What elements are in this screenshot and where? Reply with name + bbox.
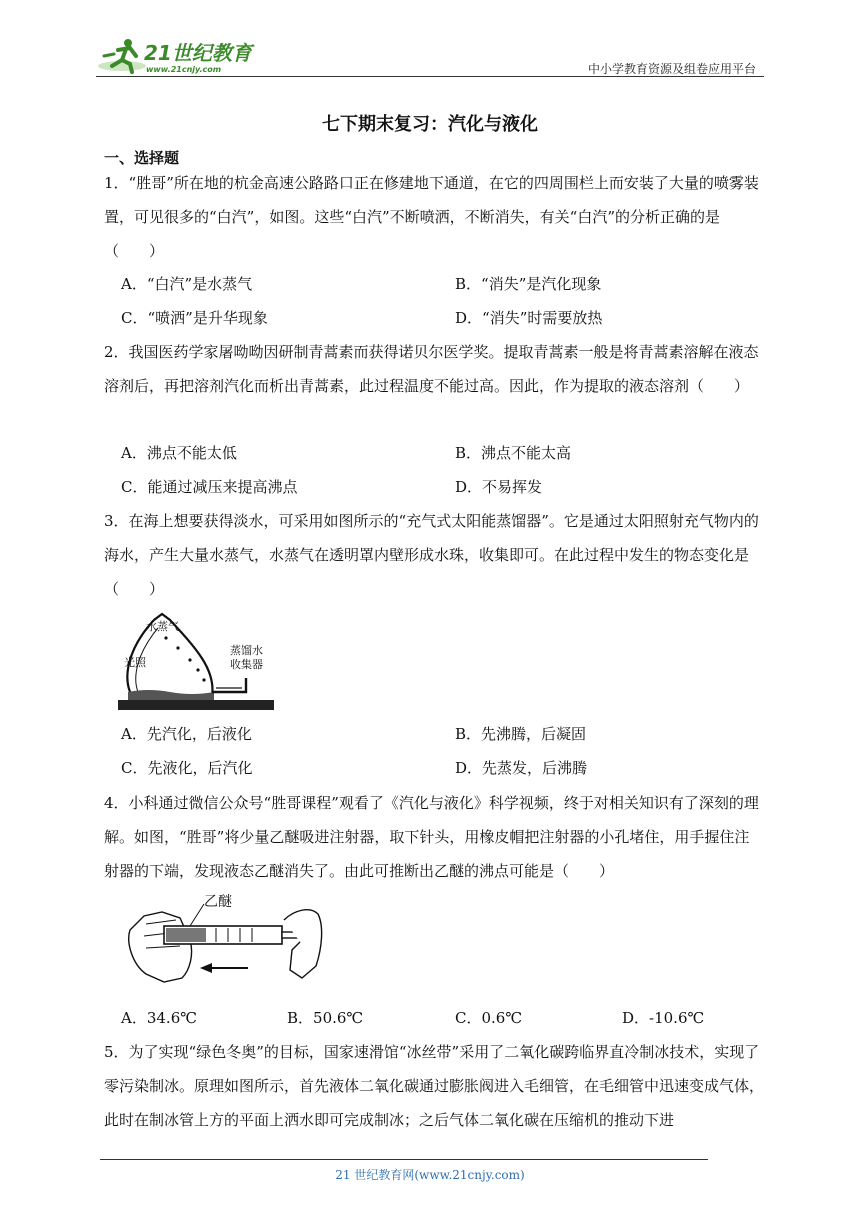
solar-distiller-diagram (118, 608, 274, 716)
header-divider (96, 76, 764, 77)
question-2-option-c[interactable]: C．能通过减压来提高沸点 (121, 478, 298, 496)
label-sunlight: 光照 (124, 656, 146, 669)
question-3-option-d[interactable]: D．先蒸发，后沸腾 (455, 759, 588, 777)
question-4-option-c[interactable]: C．0.6℃ (455, 1009, 523, 1027)
question-2-text: 2．我国医药学家屠呦呦因研制青蒿素而获得诺贝尔医学奖。提取青蒿素一般是将青蒿素溶解在液态溶剂后，再把溶剂汽化而析出青蒿素，此过程温度不能过高。因此，作为提取的液态溶剂（ ） (104, 343, 759, 395)
question-1-option-c[interactable]: C．“喷洒”是升华现象 (121, 309, 268, 327)
question-3-option-b[interactable]: B．先沸腾，后凝固 (455, 725, 587, 743)
question-3-option-a[interactable]: A．先汽化，后液化 (121, 725, 252, 743)
question-4-option-d[interactable]: D．-10.6℃ (622, 1009, 705, 1027)
question-4-option-a[interactable]: A．34.6℃ (121, 1009, 198, 1027)
label-ether: 乙醚 (204, 894, 232, 910)
label-distilled-water: 蒸馏水 (230, 644, 263, 657)
question-1-option-a[interactable]: A．“白汽”是水蒸气 (121, 275, 253, 293)
question-3-option-c[interactable]: C．先液化，后汽化 (121, 759, 253, 777)
section-heading: 一、选择题 (104, 149, 180, 167)
runner-logo-icon (96, 36, 266, 76)
site-logo[interactable] (96, 36, 266, 76)
question-1-option-b[interactable]: B．“消失”是汽化现象 (455, 275, 602, 293)
question-3-text: 3．在海上想要获得淡水，可采用如图所示的“充气式太阳能蒸馏器”。它是通过太阳照射充气物内的海水，产生大量水蒸气，水蒸气在透明罩内壁形成水珠，收集即可。在此过程中发生的物态变化是（ ） (104, 512, 759, 598)
question-1-text: 1．“胜哥”所在地的杭金高速公路路口正在修建地下通道，在它的四周围栏上而安装了大量的喷雾装置，可见很多的“白汽”，如图。这些“白汽”不断喷洒，不断消失，有关“白汽”的分析正确的是（ ） (104, 174, 759, 260)
question-2-option-a[interactable]: A．沸点不能太低 (121, 444, 237, 462)
logo-sub-text: www.21cnjy.com (146, 65, 222, 74)
page-footer[interactable]: 21 世纪教育网(www.21cnjy.com) (335, 1168, 525, 1182)
question-2-option-d[interactable]: D．不易挥发 (455, 478, 543, 496)
label-vapor: 水蒸气 (146, 620, 179, 633)
logo-main-text: 21世纪教育 (144, 41, 252, 65)
syringe-figure (124, 890, 324, 992)
page-header (96, 30, 764, 80)
page-title: 七下期末复习：汽化与液化 (322, 114, 538, 135)
question-4-text: 4．小科通过微信公众号“胜哥课程”观看了《汽化与液化》科学视频，终于对相关知识有了深刻的理解。如图，“胜哥”将少量乙醚吸进注射器，取下针头，用橡皮帽把注射器的小孔堵住，用手握住注射器的下端，发现液态乙醚消失了。由此可推断出乙醚的沸点可能是（ ） (104, 794, 759, 880)
label-collector: 收集器 (230, 658, 263, 671)
platform-name: 中小学教育资源及组卷应用平台 (587, 62, 756, 76)
question-2-option-b[interactable]: B．沸点不能太高 (455, 444, 572, 462)
footer-divider (100, 1159, 708, 1160)
question-4-option-b[interactable]: B．50.6℃ (287, 1009, 364, 1027)
question-1-option-d[interactable]: D．“消失”时需要放热 (455, 309, 603, 327)
question-5-text: 5．为了实现“绿色冬奥”的目标，国家速滑馆“冰丝带”采用了二氧化碳跨临界直冷制冰技术，实现了零污染制冰。原理如图所示，首先液体二氧化碳通过膨胀阀进入毛细管，在毛细管中迅速变成气体，此时在制冰管上方的平面上洒水即可完成制冰；之后气体二氧化碳在压缩机的推动下进 (104, 1043, 765, 1129)
solar-distiller-figure (118, 608, 274, 720)
syringe-diagram (124, 890, 324, 988)
